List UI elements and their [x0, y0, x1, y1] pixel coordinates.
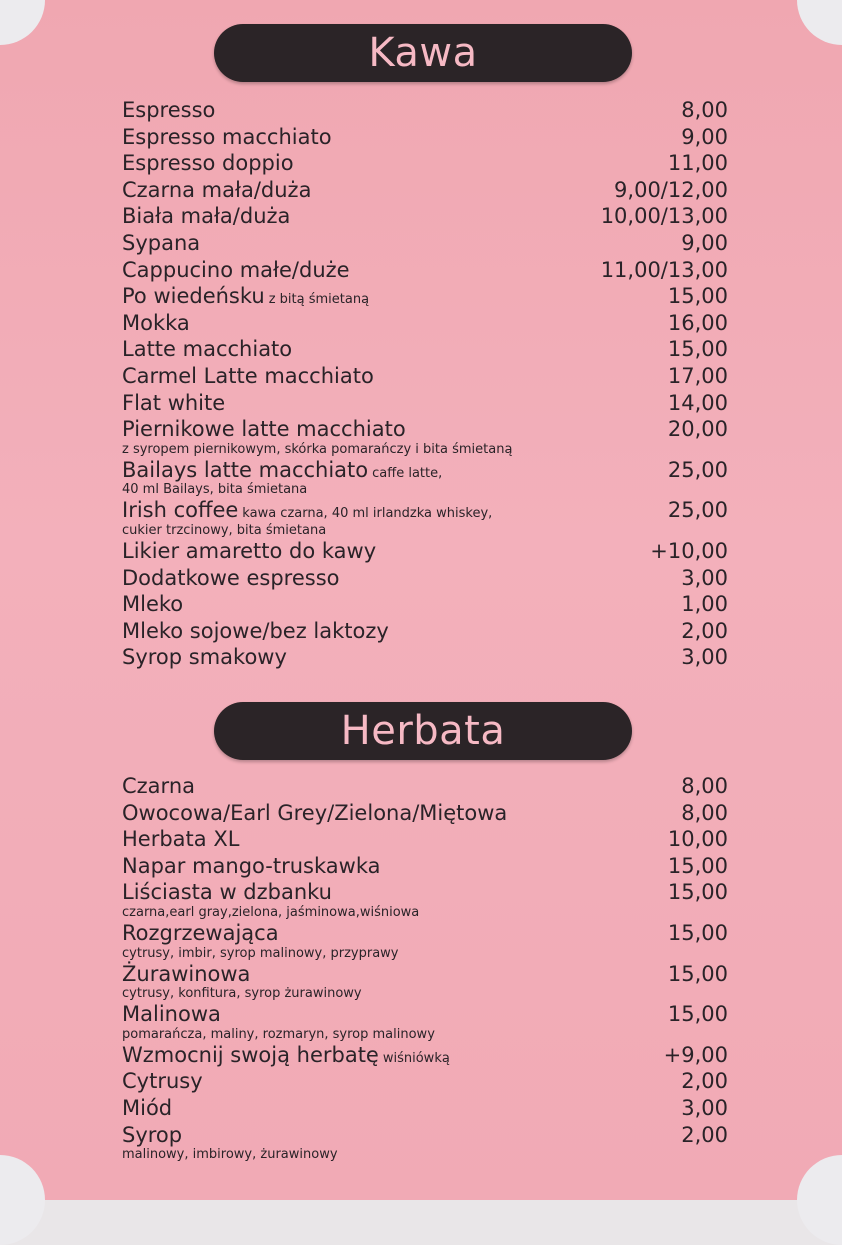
item-name: Rozgrzewająca [122, 920, 279, 945]
corner-cutout [0, 1155, 45, 1245]
item-price: 9,00 [681, 230, 728, 255]
menu-item-label [122, 1001, 221, 1028]
menu-item [122, 644, 728, 671]
item-price: 15,00 [667, 880, 728, 905]
menu-item-label [122, 1095, 172, 1122]
item-name: Napar mango-truskawka [122, 853, 381, 878]
menu-item-label [122, 1042, 450, 1069]
menu-item-label [122, 457, 442, 484]
item-description: 40 ml Bailays, bita śmietana [122, 482, 308, 498]
menu-item [122, 416, 728, 457]
item-name: Latte macchiato [122, 337, 293, 362]
item-price: 10,00 [667, 827, 728, 852]
menu-item [122, 497, 728, 538]
item-name: Bailays latte macchiato [122, 457, 369, 482]
item-description: cytrusy, imbir, syrop malinowy, przyprawy [122, 945, 399, 961]
item-name: Dodatkowe espresso [122, 565, 340, 590]
corner-cutout [797, 1155, 842, 1245]
item-name: Miód [122, 1095, 173, 1120]
menu-item-row [122, 644, 728, 671]
item-name: Syrop [122, 1122, 183, 1147]
menu-item [122, 230, 728, 257]
item-name: Espresso doppio [122, 151, 294, 176]
item-name: Malinowa [122, 1002, 221, 1027]
item-price: 15,00 [667, 920, 728, 945]
item-price: 17,00 [667, 363, 728, 388]
menu-item [122, 826, 728, 853]
menu-item [122, 336, 728, 363]
item-description: czarna,earl gray,zielona, jaśminowa,wiśniowa [122, 904, 420, 920]
menu-item-row [122, 1095, 728, 1122]
section-banner-kawa [214, 24, 632, 82]
item-price: 15,00 [667, 337, 728, 362]
menu-item-label [122, 773, 195, 800]
item-price: 11,00 [667, 151, 728, 176]
menu-item [122, 961, 728, 1002]
item-description: malinowy, imbirowy, żurawinowy [122, 1147, 338, 1163]
menu-item-label [122, 591, 183, 618]
item-price: 15,00 [667, 1002, 728, 1027]
menu-item-row [122, 203, 728, 230]
menu-item [122, 390, 728, 417]
item-price: 9,00 [681, 124, 728, 149]
corner-cutout [0, 0, 45, 45]
menu-item [122, 310, 728, 337]
item-name: Czarna mała/duża [122, 177, 312, 202]
menu-item [122, 853, 728, 880]
item-name: Espresso macchiato [122, 124, 332, 149]
item-description: cukier trzcinowy, bita śmietana [122, 522, 327, 538]
menu-item-row [122, 283, 728, 310]
menu-item-row [122, 230, 728, 257]
menu-item-label [122, 853, 380, 880]
item-inline-note: caffe latte, [372, 465, 443, 481]
item-name: Liściasta w dzbanku [122, 880, 332, 905]
menu-item-row [122, 1001, 728, 1028]
menu-item [122, 920, 728, 961]
menu-item-row [122, 124, 728, 151]
menu-item [122, 565, 728, 592]
menu-item-row [122, 920, 728, 947]
item-inline-note: z bitą śmietaną [268, 292, 370, 308]
menu-item [122, 800, 728, 827]
item-name: Flat white [122, 390, 226, 415]
item-name: Biała mała/duża [122, 204, 291, 229]
menu-item [122, 97, 728, 124]
item-price: 25,00 [667, 498, 728, 523]
item-price: 14,00 [667, 390, 728, 415]
menu-item-label [122, 150, 294, 177]
item-name: Piernikowe latte macchiato [122, 417, 406, 442]
menu-item-label [122, 800, 507, 827]
menu-item-row [122, 591, 728, 618]
item-price: 15,00 [667, 961, 728, 986]
menu-item [122, 1122, 728, 1163]
item-price: 8,00 [681, 98, 728, 122]
item-inline-note: wiśniówką [382, 1050, 450, 1066]
menu-item-row [122, 1122, 728, 1149]
item-name: Wzmocnij swoją herbatę [122, 1042, 379, 1067]
menu-item-label [122, 390, 225, 417]
menu-item-label [122, 961, 250, 988]
item-price: +9,00 [663, 1042, 728, 1067]
item-price: 8,00 [681, 774, 728, 798]
menu-item-label [122, 203, 290, 230]
menu-item-row [122, 879, 728, 906]
item-price: +10,00 [650, 538, 728, 563]
menu-item [122, 538, 728, 565]
menu-item-label [122, 97, 215, 124]
menu-item-label [122, 826, 239, 853]
menu-item-label [122, 644, 287, 671]
menu-item-row [122, 826, 728, 853]
menu-item-label [122, 230, 200, 257]
item-name: Czarna [122, 774, 195, 798]
menu-item-row [122, 800, 728, 827]
item-price: 8,00 [681, 800, 728, 825]
item-name: Carmel Latte macchiato [122, 363, 374, 388]
item-name: Syrop smakowy [122, 645, 287, 670]
section-title: Herbata [340, 708, 506, 754]
menu-item-label [122, 538, 376, 565]
menu-item-row [122, 257, 728, 284]
menu-item-row [122, 97, 728, 124]
menu-item [122, 773, 728, 800]
menu-item-label [122, 1068, 203, 1095]
item-price: 3,00 [681, 565, 728, 590]
menu-item-row [122, 853, 728, 880]
item-name: Cytrusy [122, 1069, 203, 1094]
menu-item [122, 591, 728, 618]
menu-item-row [122, 618, 728, 645]
item-price: 2,00 [681, 618, 728, 643]
item-price: 2,00 [681, 1069, 728, 1094]
menu-item [122, 457, 728, 498]
menu-item-row [122, 497, 728, 524]
menu-item [122, 177, 728, 204]
item-name: Cappucino małe/duże [122, 257, 350, 282]
menu-item-label [122, 879, 332, 906]
item-description: cytrusy, konfitura, syrop żurawinowy [122, 986, 362, 1002]
menu-item [122, 257, 728, 284]
menu-item-row [122, 457, 728, 484]
item-name: Espresso [122, 98, 216, 122]
menu-list-kawa [122, 97, 728, 671]
item-price: 3,00 [681, 1095, 728, 1120]
menu-item [122, 879, 728, 920]
menu-item [122, 363, 728, 390]
menu-item-label [122, 257, 350, 284]
menu-item-label [122, 283, 369, 310]
item-price: 25,00 [667, 457, 728, 482]
menu-item-label [122, 1122, 182, 1149]
menu-item-label [122, 416, 406, 443]
menu-item-row [122, 565, 728, 592]
item-name: Po wiedeńsku [122, 284, 265, 309]
item-price: 2,00 [681, 1122, 728, 1147]
item-description: z syropem piernikowym, skórka pomarańczy i bita śmietaną [122, 441, 513, 457]
menu-item-row [122, 1042, 728, 1069]
menu-item [122, 124, 728, 151]
item-name: Herbata XL [122, 827, 240, 852]
menu-item [122, 1068, 728, 1095]
menu-list-herbata [122, 773, 728, 1162]
item-price: 3,00 [681, 645, 728, 670]
menu-item-row [122, 961, 728, 988]
menu-item-label [122, 920, 279, 947]
menu-item-row [122, 1068, 728, 1095]
item-name: Mleko sojowe/bez laktozy [122, 618, 389, 643]
menu-item-label [122, 336, 292, 363]
item-description: pomarańcza, maliny, rozmaryn, syrop malinowy [122, 1026, 435, 1042]
menu-item-row [122, 177, 728, 204]
menu-item-label [122, 618, 389, 645]
item-name: Sypana [122, 230, 201, 255]
item-name: Mleko [122, 592, 184, 617]
menu-item-row [122, 336, 728, 363]
menu-item [122, 1001, 728, 1042]
menu-item [122, 283, 728, 310]
item-price: 9,00/12,00 [614, 177, 728, 202]
menu-item-row [122, 416, 728, 443]
menu-item-label [122, 363, 374, 390]
menu-item-row [122, 150, 728, 177]
menu-item [122, 1095, 728, 1122]
item-name: Mokka [122, 310, 190, 335]
menu-item-label [122, 177, 311, 204]
menu-item-label [122, 565, 340, 592]
item-price: 16,00 [667, 310, 728, 335]
item-name: Irish coffee [122, 498, 239, 523]
menu-item-row [122, 310, 728, 337]
item-name: Żurawinowa [122, 961, 251, 986]
menu-item [122, 1042, 728, 1069]
corner-cutout [797, 0, 842, 45]
menu-item-label [122, 310, 190, 337]
item-price: 15,00 [667, 853, 728, 878]
item-name: Likier amaretto do kawy [122, 538, 377, 563]
item-price: 15,00 [667, 284, 728, 309]
item-price: 10,00/13,00 [600, 204, 728, 229]
menu-item-label [122, 497, 492, 524]
menu-item-label [122, 124, 332, 151]
menu-item [122, 618, 728, 645]
menu-item-row [122, 363, 728, 390]
menu-item [122, 150, 728, 177]
menu-item-row [122, 773, 728, 800]
menu-item [122, 203, 728, 230]
section-banner-herbata [214, 702, 632, 760]
item-inline-note: kawa czarna, 40 ml irlandzka whiskey, [242, 506, 493, 522]
menu-item-row [122, 390, 728, 417]
section-title: Kawa [368, 30, 478, 76]
item-price: 1,00 [681, 592, 728, 617]
item-name: Owocowa/Earl Grey/Zielona/Miętowa [122, 800, 508, 825]
item-price: 11,00/13,00 [600, 257, 728, 282]
menu-item-row [122, 538, 728, 565]
item-price: 20,00 [667, 417, 728, 442]
